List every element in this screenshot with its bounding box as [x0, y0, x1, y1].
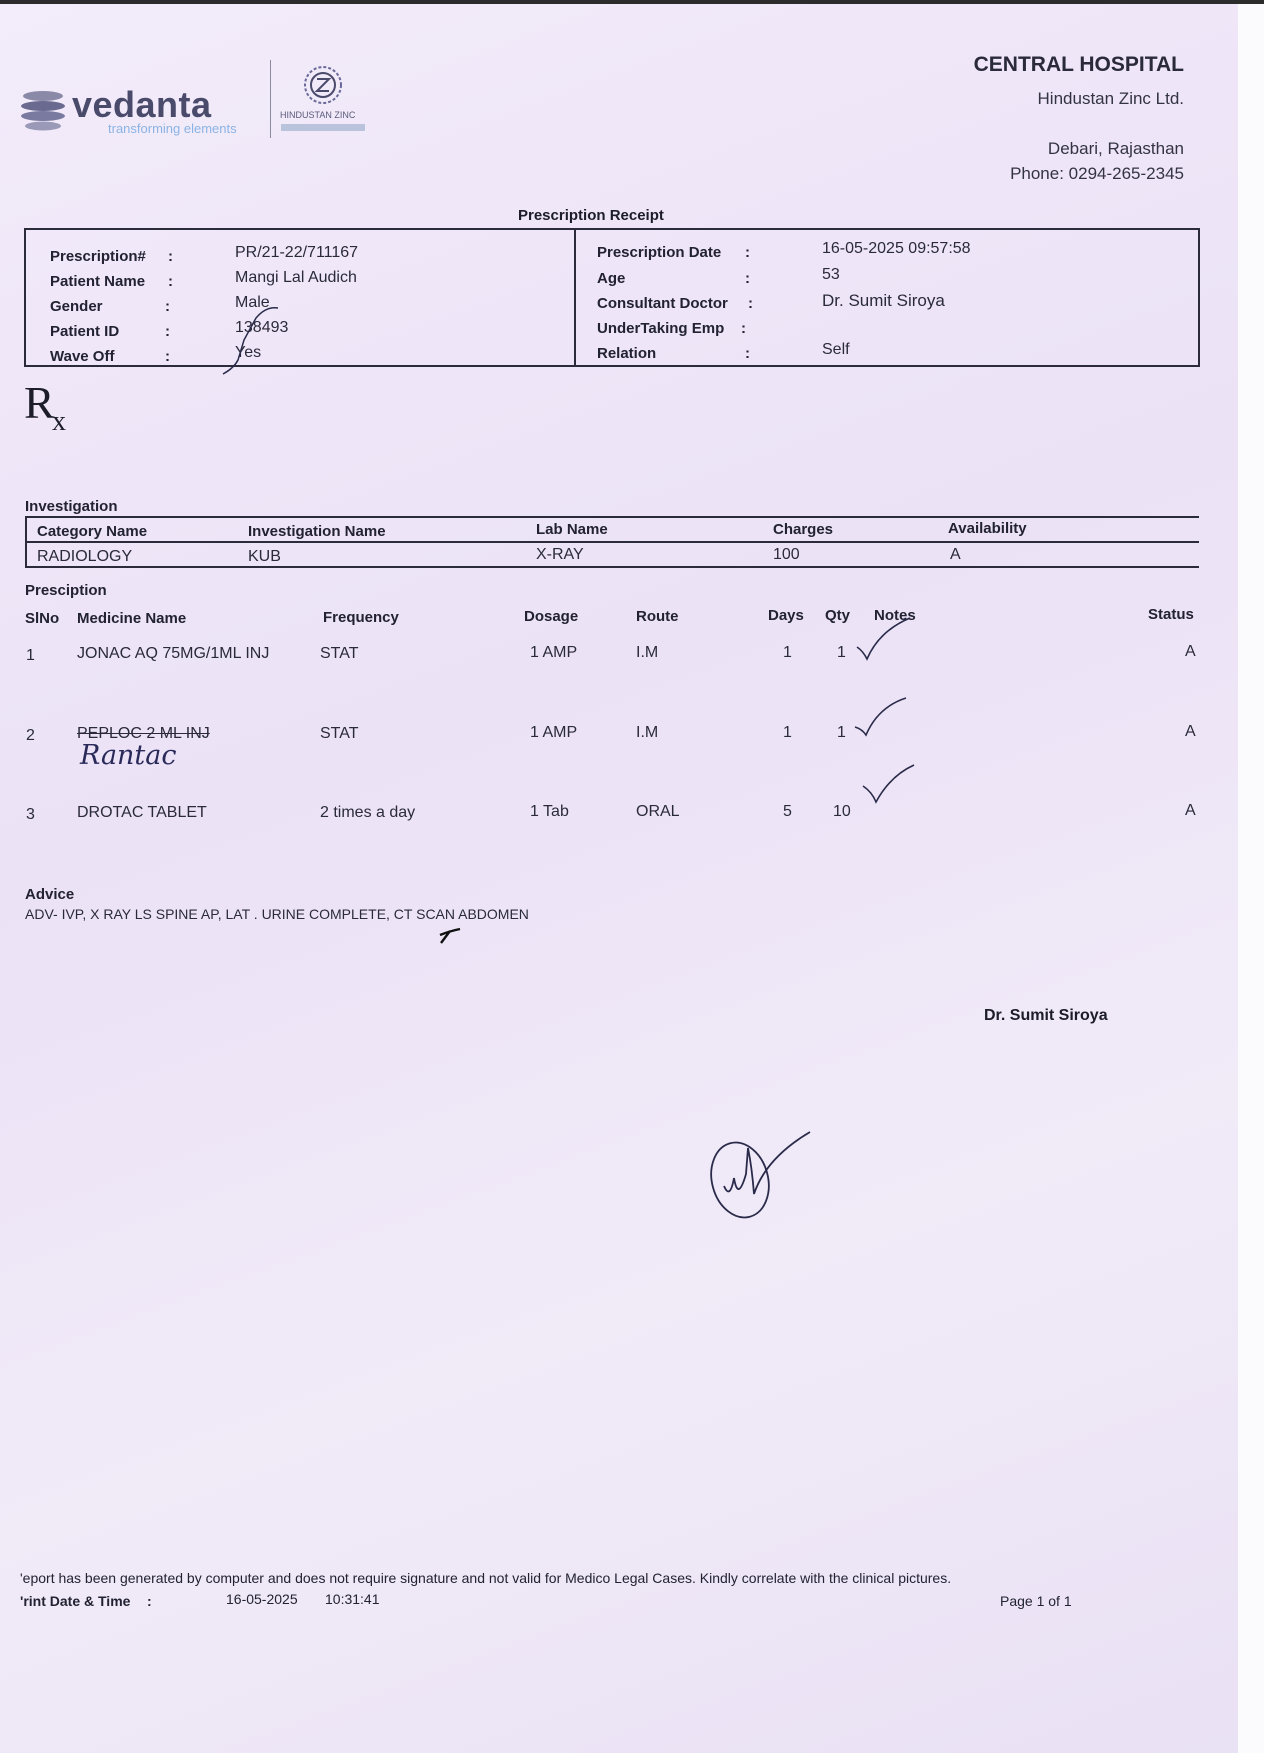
rx-row3-medicine: DROTAC TABLET: [77, 804, 207, 821]
table-cell-availability: A: [950, 546, 961, 563]
advice-text: ADV- IVP, X RAY LS SPINE AP, LAT . URINE COMPLETE, CT SCAN ABDOMEN: [25, 906, 529, 922]
rx-row3-days: 5: [783, 803, 792, 820]
rx-row1-frequency: STAT: [320, 645, 359, 662]
scan-edge: [0, 0, 1264, 4]
patient-name-label: Patient Name: [50, 273, 146, 290]
footer-disclaimer: 'eport has been generated by computer and does not require signature and not valid for Medico Legal Cases. Kindly correlate with the clinical pictures.: [20, 1570, 952, 1586]
vedanta-tagline: transforming elements: [108, 121, 237, 136]
scan-margin: [1238, 0, 1264, 1753]
checkmark-icon: [860, 762, 920, 812]
relation-label: Relation: [597, 345, 657, 362]
rx-header-qty: Qty: [825, 607, 851, 624]
rx-row2-status: A: [1185, 723, 1196, 740]
rx-row3-route: ORAL: [636, 803, 680, 820]
wave-off-label: Wave Off: [50, 348, 115, 365]
consultant-doctor-value: Dr. Sumit Siroya: [822, 291, 945, 310]
table-cell-lab: X-RAY: [536, 546, 584, 563]
patient-id-label: Patient ID: [50, 323, 120, 340]
prescription-date-value: 16-05-2025 09:57:58: [822, 240, 971, 257]
colon: :: [745, 345, 750, 362]
pen-mark-icon: [438, 925, 464, 947]
colon: :: [168, 248, 173, 265]
checkmark-icon: [855, 615, 915, 665]
hindustan-zinc-logo-icon: [302, 64, 344, 106]
rx-header-days: Days: [768, 607, 804, 624]
rx-row2-dosage: 1 AMP: [530, 724, 578, 741]
rx-row3-frequency: 2 times a day: [320, 804, 416, 821]
investigation-header-name: Investigation Name: [248, 523, 386, 540]
hospital-location: Debari, Rajasthan: [1047, 139, 1184, 158]
rx-header-route: Route: [636, 608, 679, 625]
rx-row2-medicine: PEPLOC 2 ML INJ: [77, 725, 210, 742]
prescription-number-label: Prescription#: [50, 248, 146, 265]
print-date-value: 16-05-2025: [226, 1591, 298, 1607]
vedanta-logo-icon: [18, 82, 68, 136]
rx-row2-days: 1: [783, 724, 792, 741]
rx-header-medicine: Medicine Name: [77, 610, 187, 627]
investigation-header-lab: Lab Name: [536, 521, 608, 538]
print-date-label: 'rint Date & Time: [20, 1593, 131, 1609]
rx-row2-frequency: STAT: [320, 725, 359, 742]
rx-header-dosage: Dosage: [524, 608, 579, 625]
rx-header-notes: Notes: [874, 607, 916, 624]
gender-value: Male: [235, 294, 270, 311]
table-cell-category: RADIOLOGY: [37, 548, 133, 565]
investigation-header-availability: Availability: [948, 520, 1027, 537]
hindustan-zinc-logo-bar: [281, 124, 365, 131]
rx-row2-slno: 2: [26, 727, 35, 744]
undertaking-emp-label: UnderTaking Emp: [597, 320, 725, 337]
investigation-header-border: [25, 541, 1199, 543]
patient-id-value: 138493: [235, 319, 289, 336]
consultant-doctor-label: Consultant Doctor: [597, 295, 728, 312]
rx-row1-status: A: [1185, 643, 1196, 660]
vedanta-logo-text: vedanta: [72, 84, 212, 125]
rx-row2-route: I.M: [636, 724, 659, 741]
receipt-title: Prescription Receipt: [518, 207, 664, 224]
rx-row3-qty: 10: [833, 803, 851, 820]
table-cell-charges: 100: [773, 546, 800, 563]
logo-divider: [270, 60, 271, 138]
investigation-header-charges: Charges: [773, 521, 834, 538]
print-date-separator: :: [147, 1593, 152, 1609]
relation-value: Self: [822, 341, 850, 358]
svg-text:R: R: [24, 380, 55, 428]
age-value: 53: [822, 266, 840, 283]
rx-row1-qty: 1: [837, 644, 846, 661]
rx-row3-dosage: 1 Tab: [530, 803, 569, 820]
colon: :: [748, 295, 753, 312]
checkmark-icon: [852, 695, 912, 745]
hospital-phone: Phone: 0294-265-2345: [1010, 164, 1184, 183]
doctor-signature-icon: [706, 1128, 816, 1222]
investigation-title: Investigation: [25, 498, 118, 515]
rx-header-status: Status: [1148, 606, 1194, 623]
prescription-date-label: Prescription Date: [597, 244, 722, 261]
rx-row1-route: I.M: [636, 644, 659, 661]
rx-row1-medicine: JONAC AQ 75MG/1ML INJ: [77, 645, 270, 662]
rx-header-frequency: Frequency: [323, 609, 399, 626]
prescription-number-value: PR/21-22/711167: [235, 244, 359, 261]
investigation-left-border: [25, 516, 27, 568]
advice-title: Advice: [25, 886, 75, 903]
investigation-bottom-border: [25, 566, 1199, 568]
age-label: Age: [597, 270, 626, 287]
investigation-top-border: [25, 516, 1199, 518]
table-cell-investigation: KUB: [248, 548, 281, 565]
investigation-header-category: Category Name: [37, 523, 148, 540]
hospital-name: CENTRAL HOSPITAL: [973, 53, 1184, 76]
rx-row1-dosage: 1 AMP: [530, 644, 578, 661]
handwritten-note: Rantac: [80, 740, 177, 771]
colon: :: [745, 270, 750, 287]
print-time-value: 10:31:41: [325, 1591, 380, 1607]
rx-symbol-icon: [24, 380, 94, 436]
prescription-title: Presciption: [25, 582, 107, 599]
patient-name-value: Mangi Lal Audich: [235, 269, 357, 286]
doctor-signoff-name: Dr. Sumit Siroya: [984, 1007, 1108, 1024]
hindustan-zinc-logo-text: HINDUSTAN ZINC: [280, 110, 356, 120]
pen-mark-icon: [220, 300, 290, 380]
gender-label: Gender: [50, 298, 103, 315]
rx-row1-slno: 1: [26, 647, 35, 664]
rx-row3-status: A: [1185, 802, 1196, 819]
patient-box-divider: [574, 228, 576, 367]
svg-text:x: x: [52, 406, 66, 436]
rx-header-slno: SlNo: [25, 610, 60, 627]
page-number: Page 1 of 1: [1000, 1593, 1072, 1609]
colon: :: [165, 323, 170, 340]
colon: :: [165, 298, 170, 315]
colon: :: [168, 273, 173, 290]
rx-row3-slno: 3: [26, 806, 35, 823]
wave-off-value: Yes: [235, 344, 262, 361]
rx-row2-qty: 1: [837, 724, 846, 741]
colon: :: [741, 320, 746, 337]
rx-row1-days: 1: [783, 644, 792, 661]
company-name: Hindustan Zinc Ltd.: [1037, 89, 1184, 108]
colon: :: [165, 348, 170, 365]
colon: :: [745, 244, 750, 261]
